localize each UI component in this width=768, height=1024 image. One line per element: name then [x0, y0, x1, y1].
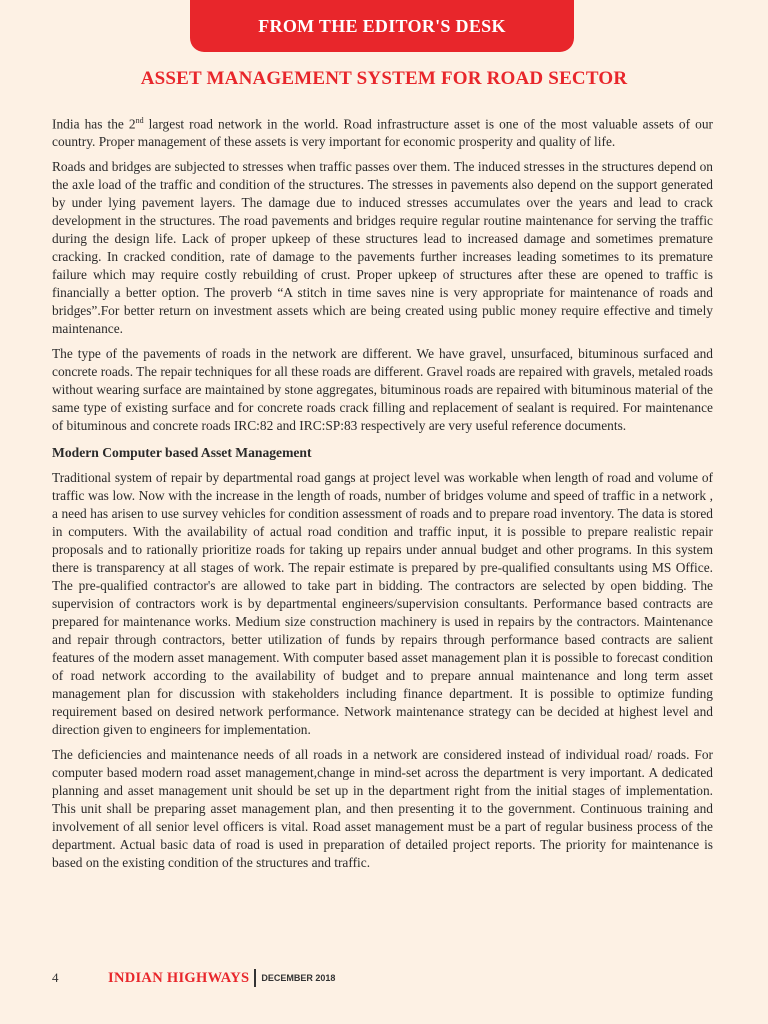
- paragraph-2: Roads and bridges are subjected to stresses when traffic passes over them. The induced stresses in the structures depend on the axle load of the traffic and condition of the structures. The stresses in pavements also depend on the support generated by under lying pavement layers. The damage due to induced stresses accumulates over the years and lead to crack development in the structures. The road pavements and bridges require regular routine maintenance for serving the traffic during the design life. Lack of proper upkeep of these structures lead to increased damage and sometimes premature cracking. In cracked condition, rate of damage to the pavements further increases leading sometimes to its premature failure which may require costly rebuilding of crust. Proper upkeep of structures after these are opened to traffic is financially a better option. The proverb “A stitch in time saves nine is very appropriate for maintenance of roads and bridges”.For better return on investment assets which are being created using public money require effective and timely maintenance.: [52, 159, 713, 337]
- paragraph-4: Traditional system of repair by departmental road gangs at project level was workable when length of road and volume of traffic was low. Now with the increase in the length of roads, number of bridges volume and speed of traffic in a network , a need has arisen to use survey vehicles for condition assessment of roads and to prepare road inventory. The data is stored in computers. With the availability of actual road condition and traffic input, it is possible to prepare realistic repair proposals and to rationally prioritize roads for taking up repairs under annual budget and other programs. In this system there is transparency at all stages of work. The repair estimate is prepared by pre-qualified consultants using MS Office. The pre-qualified contractor's are allowed to take part in bidding. The contractors are selected by open bidding. The supervision of contractors work is by departmental engineers/supervision consultants. Performance based contracts are prepared for maintenance works. Medium size construction machinery is used in repairs by the contractors. Maintenance and repair through contractors, better utilization of funds by repairs through performance based contracts are salient features of the modern asset management. With computer based asset management plan it is possible to forecast condition of road network according to the availability of budget and to prepare annual maintenance and long term asset management plan for discussion with stakeholders including finance department. It is possible to optimize funding requirement based on desired network performance. Network maintenance strategy can be decided at highest level and direction given to engineers for implementation.: [52, 470, 713, 738]
- paragraph-1: [52, 112, 713, 151]
- paragraph-5: The deficiencies and maintenance needs of all roads in a network are considered instead of individual road/ roads. For computer based modern road asset management,change in mind-set across the department is very important. A dedicated planning and asset management unit should be set up in the department right from the initial stages of implementation. This unit shall be preparing asset management plan, and then presenting it to the government. Continuous training and involvement of all senior level officers is vital. Road asset management must be a part of regular business process of the department. Actual basic data of road is used in preparation of detailed project reports. The priority for maintenance is based on the existing condition of the structures and traffic.: [52, 747, 713, 871]
- subheading: Modern Computer based Asset Management: [52, 445, 312, 461]
- paragraph-3: The type of the pavements of roads in the network are different. We have gravel, unsurfaced, bituminous surfaced and concrete roads. The repair techniques for all these roads are different. Gravel roads are repaired with gravels, metaled roads without wearing surface are maintained by stone aggregates, bituminous roads are repaired with bituminous material of the same type of existing surface and for concrete roads crack filling and replacement of sealant is required. For maintenance of bituminous and concrete roads IRC:82 and IRC:SP:83 respectively are very useful reference documents.: [52, 346, 713, 434]
- paragraph-1-start: India has the 2: [52, 116, 136, 132]
- article-body: [52, 112, 713, 879]
- page-number: 4: [52, 970, 59, 985]
- section-label: FROM THE EDITOR'S DESK: [258, 15, 506, 36]
- issue-date: DECEMBER 2018: [261, 973, 336, 983]
- magazine-name: INDIAN HIGHWAYS: [108, 969, 250, 986]
- section-header-tab: [190, 0, 574, 52]
- ordinal-suffix: nd: [135, 116, 144, 125]
- article-title: ASSET MANAGEMENT SYSTEM FOR ROAD SECTOR: [140, 68, 628, 89]
- page-footer: [52, 966, 335, 990]
- paragraph-1-rest: largest road network in the world. Road infrastructure asset is one of the most valuable assets of our country. Proper management of these assets is very important for economic prosperity and quality of life.: [52, 116, 713, 150]
- footer-divider: [254, 969, 256, 987]
